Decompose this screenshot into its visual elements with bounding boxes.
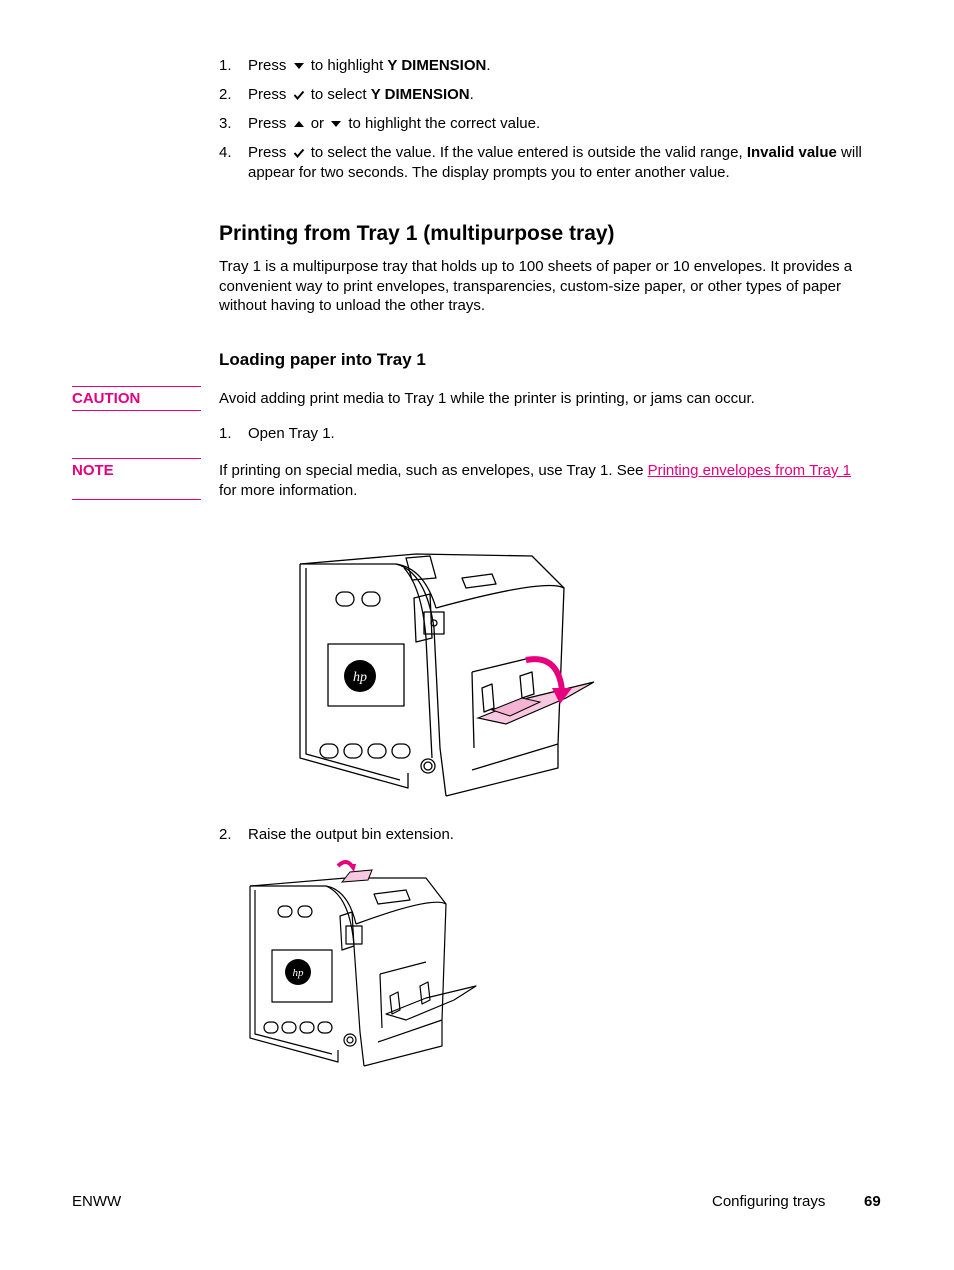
down-arrow-icon <box>293 61 305 71</box>
hp-logo: hp <box>292 967 304 979</box>
checkmark-icon <box>293 90 305 100</box>
checkmark-icon <box>293 148 305 158</box>
footer-left: ENWW <box>72 1193 122 1210</box>
page-number: 69 <box>864 1193 881 1210</box>
note-label: NOTE <box>72 462 114 479</box>
caution-label: CAUTION <box>72 390 141 407</box>
step-number: 1. <box>219 57 232 74</box>
caution-rule-top <box>72 386 201 387</box>
caution-rule-bottom <box>72 410 201 411</box>
note-text: If printing on special media, such as envelopes, use Tray 1. See Printing envelopes from Tray 1 for more information. <box>219 462 852 499</box>
section-intro: Tray 1 is a multipurpose tray that holds up to 100 sheets of paper or 10 envelopes. It provides a convenient way to print envelopes, transparencies, custom-size paper, or other types of paper without having to unload the other trays. <box>219 258 853 314</box>
footer-section: Configuring trays <box>712 1193 826 1210</box>
caution-text: Avoid adding print media to Tray 1 while the printer is printing, or jams can occur. <box>219 390 755 407</box>
subsection-title: Loading paper into Tray 1 <box>219 350 426 369</box>
section-title: Printing from Tray 1 (multipurpose tray) <box>219 222 615 245</box>
printer-output-bin-illustration <box>246 856 482 1068</box>
up-arrow-icon <box>293 119 305 129</box>
printer-tray-open-illustration <box>296 548 598 800</box>
note-rule-top <box>72 458 201 459</box>
printing-envelopes-link[interactable]: Printing envelopes from Tray 1 <box>647 462 852 479</box>
note-rule-bottom <box>72 499 201 500</box>
hp-logo: hp <box>353 670 367 685</box>
down-arrow-icon <box>330 119 342 129</box>
